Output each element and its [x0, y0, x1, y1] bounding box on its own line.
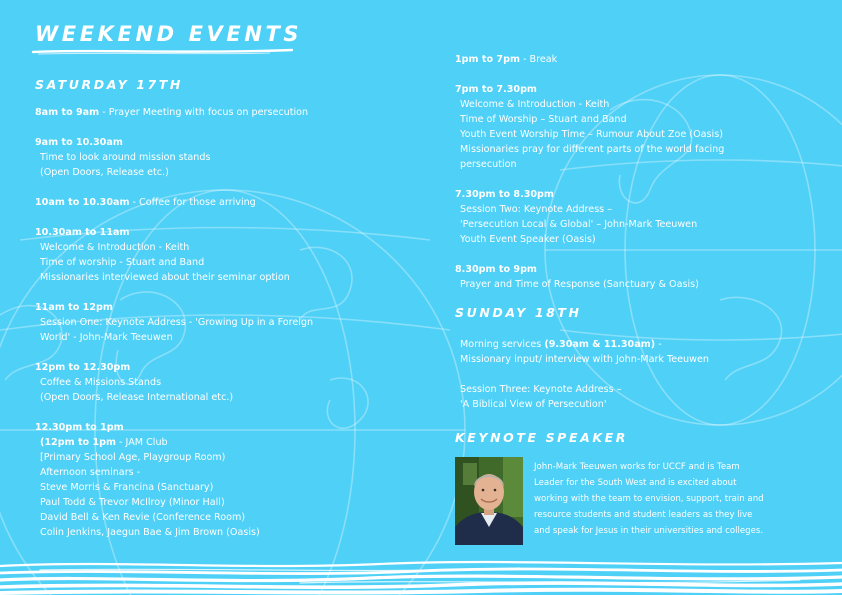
schedule-item: [455, 187, 724, 247]
bottom-wave-border: [0, 558, 842, 595]
schedule-line: Time of Worship – Stuart and Band: [460, 114, 627, 125]
sunday-schedule: [455, 337, 709, 427]
schedule-line: [Primary School Age, Playgroup Room): [40, 452, 226, 463]
services-suffix: -: [655, 339, 662, 350]
schedule-line: Session Two: Keynote Address –: [460, 204, 613, 215]
schedule-line: 'A Biblical View of Persecution': [460, 399, 607, 410]
services-times: (9.30am & 11.30am): [544, 339, 656, 350]
schedule-title: - Coffee for those arriving: [129, 197, 256, 208]
schedule-line: Paul Todd & Trevor McIlroy (Minor Hall): [40, 497, 225, 508]
schedule-item: [455, 382, 709, 412]
bio-line: and speak for Jesus in their universities and colleges.: [534, 526, 764, 536]
speaker-photo: [455, 457, 523, 545]
schedule-line: (Open Doors, Release etc.): [40, 167, 169, 178]
page-title: WEEKEND EVENTS: [35, 22, 303, 46]
saturday-heading: SATURDAY 17TH: [35, 77, 183, 92]
schedule-line: (Open Doors, Release International etc.): [40, 392, 234, 403]
schedule-line: persecution: [460, 159, 517, 170]
schedule-line: Time to look around mission stands: [40, 152, 211, 163]
bio-line: resource students and student leaders as they live: [534, 510, 753, 520]
schedule-line: Missionaries interviewed about their seminar option: [40, 272, 290, 283]
schedule-sub-time: (12pm to 1pm: [40, 437, 116, 448]
schedule-time: 8.30pm to 9pm: [455, 264, 537, 275]
bio-line: John-Mark Teeuwen works for UCCF and is Team: [534, 462, 740, 472]
schedule-line: Welcome & Introduction - Keith: [460, 99, 610, 110]
schedule-item: [35, 360, 313, 405]
schedule-line: Youth Event Worship Time – Rumour About Zoe (Oasis): [460, 129, 723, 140]
keynote-speaker-heading: KEYNOTE SPEAKER: [455, 430, 629, 445]
schedule-item: [35, 300, 313, 345]
schedule-line: Session One: Keynote Address - 'Growing Up in a Foreign: [40, 317, 314, 328]
schedule-title: - Prayer Meeting with focus on persecution: [99, 107, 309, 118]
schedule-line: Time of worship - Stuart and Band: [40, 257, 205, 268]
schedule-time: 7pm to 7.30pm: [455, 84, 537, 95]
saturday-evening-schedule: [455, 52, 724, 307]
schedule-item: [455, 337, 709, 367]
schedule-line: Missionary input/ interview with John-Mark Teeuwen: [460, 354, 709, 365]
schedule-line: Coffee & Missions Stands: [40, 377, 162, 388]
schedule-item: [35, 105, 313, 120]
schedule-line: 'Persecution Local & Global' – John-Mark Teeuwen: [460, 219, 698, 230]
schedule-item: [35, 420, 313, 540]
schedule-time: 8am to 9am: [35, 107, 100, 118]
schedule-item: [35, 225, 313, 285]
services-label: Morning services: [460, 339, 545, 350]
schedule-time: 9am to 10.30am: [35, 137, 123, 148]
schedule-item: [455, 82, 724, 172]
schedule-line: Steve Morris & Francina (Sanctuary): [40, 482, 214, 493]
schedule-time: 10am to 10.30am: [35, 197, 130, 208]
bio-line: working with the team to envision, support, train and: [534, 494, 764, 504]
schedule-item: [455, 52, 724, 67]
speaker-bio: [534, 459, 804, 539]
schedule-line: Afternoon seminars -: [40, 467, 141, 478]
saturday-schedule: [35, 105, 313, 555]
schedule-time: 7.30pm to 8.30pm: [455, 189, 554, 200]
schedule-time: 1pm to 7pm: [455, 54, 520, 65]
title-brush-underline: [30, 45, 295, 57]
schedule-time: 11am to 12pm: [35, 302, 113, 313]
schedule-line: Missionaries pray for different parts of the world facing: [460, 144, 725, 155]
schedule-sub-title: - JAM Club: [116, 437, 168, 448]
speaker-portrait-graphic: [455, 457, 523, 545]
schedule-time: 10.30am to 11am: [35, 227, 130, 238]
schedule-line: Colin Jenkins, Jaegun Bae & Jim Brown (Oasis): [40, 527, 260, 538]
schedule-line: David Bell & Ken Revie (Conference Room): [40, 512, 246, 523]
schedule-line: Youth Event Speaker (Oasis): [460, 234, 596, 245]
schedule-line: Session Three: Keynote Address –: [460, 384, 622, 395]
schedule-line: Welcome & Introduction - Keith: [40, 242, 190, 253]
schedule-line: World' - John-Mark Teeuwen: [40, 332, 173, 343]
schedule-time: 12.30pm to 1pm: [35, 422, 124, 433]
schedule-item: [35, 135, 313, 180]
schedule-line: Prayer and Time of Response (Sanctuary & Oasis): [460, 279, 699, 290]
bio-line: Leader for the South West and is excited about: [534, 478, 737, 488]
schedule-title: - Break: [519, 54, 558, 65]
schedule-item: [455, 262, 724, 292]
schedule-time: 12pm to 12.30pm: [35, 362, 131, 373]
schedule-item: [35, 195, 313, 210]
sunday-heading: SUNDAY 18TH: [455, 305, 582, 320]
